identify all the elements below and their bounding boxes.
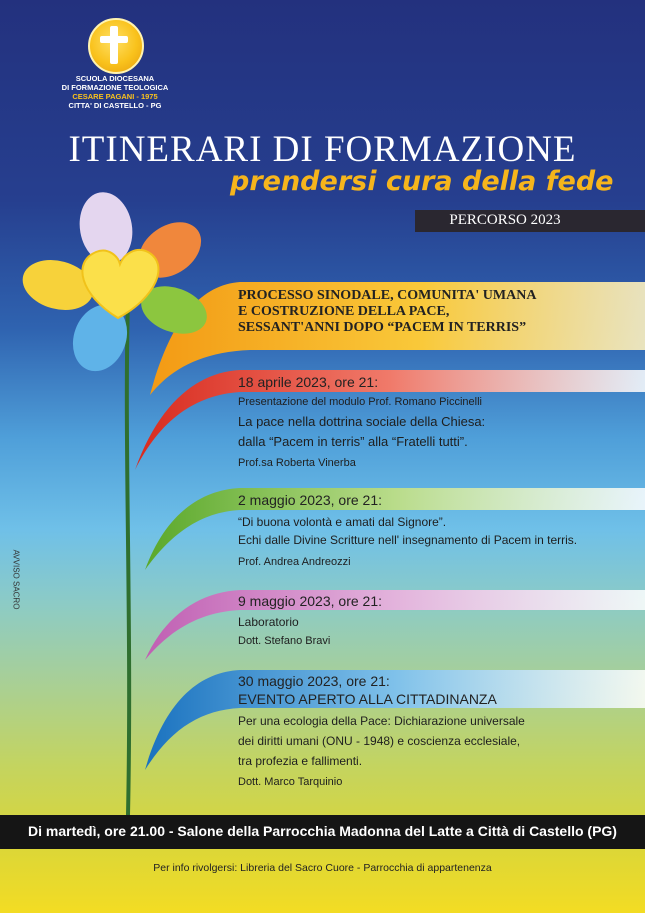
event-date: 30 maggio 2023, ore 21:	[238, 673, 390, 689]
theme-line-3: SESSANT'ANNI DOPO “PACEM IN TERRIS”	[238, 320, 527, 335]
theme-line-2: E COSTRUZIONE DELLA PACE,	[238, 304, 450, 319]
event-line: Per una ecologia della Pace: Dichiarazione universale	[238, 714, 525, 728]
main-title: ITINERARI DI FORMAZIONE	[68, 129, 577, 170]
logo-line-2: DI FORMAZIONE TEOLOGICA	[61, 83, 169, 92]
event-line: “Di buona volontà e amati dal Signore”.	[238, 515, 447, 529]
event-date: 2 maggio 2023, ore 21:	[238, 492, 382, 508]
event-line: tra profezia e fallimenti.	[238, 754, 363, 768]
event-speaker: Dott. Stefano Bravi	[238, 635, 331, 647]
info-text: Per info rivolgersi: Libreria del Sacro Cuore - Parrocchia di appartenenza	[153, 862, 492, 874]
event-line: La pace nella dottrina sociale della Chiesa:	[238, 414, 486, 429]
event-line: Echi dalle Divine Scritture nell' insegnamento di Pacem in terris.	[238, 533, 578, 547]
event-speaker: Dott. Marco Tarquinio	[238, 776, 343, 788]
side-label: AVVISO SACRO	[11, 549, 21, 610]
event-date: 9 maggio 2023, ore 21:	[238, 593, 382, 609]
logo-line-4: CITTA' DI CASTELLO - PG	[68, 101, 162, 110]
theme-line-1: PROCESSO SINODALE, COMUNITA' UMANA	[238, 288, 537, 303]
event-highlight: EVENTO APERTO ALLA CITTADINANZA	[238, 691, 497, 707]
logo-line-1: SCUOLA DIOCESANA	[75, 74, 155, 83]
venue-text: Di martedì, ore 21.00 - Salone della Parrocchia Madonna del Latte a Città di Castello (PG)	[28, 823, 617, 839]
event-line: Laboratorio	[238, 615, 299, 629]
percorso-label: PERCORSO 2023	[449, 212, 561, 228]
event-line: dalla “Pacem in terris” alla “Fratelli tutti”.	[238, 434, 468, 449]
subtitle: prendersi cura della fede	[230, 166, 614, 197]
event-line: Presentazione del modulo Prof. Romano Piccinelli	[238, 396, 482, 408]
event-line: dei diritti umani (ONU - 1948) e coscienza ecclesiale,	[238, 734, 521, 748]
logo-line-3: CESARE PAGANI - 1975	[72, 92, 158, 101]
event-date: 18 aprile 2023, ore 21:	[238, 374, 379, 390]
event-speaker: Prof.sa Roberta Vinerba	[238, 457, 356, 469]
event-speaker: Prof. Andrea Andreozzi	[238, 556, 351, 568]
